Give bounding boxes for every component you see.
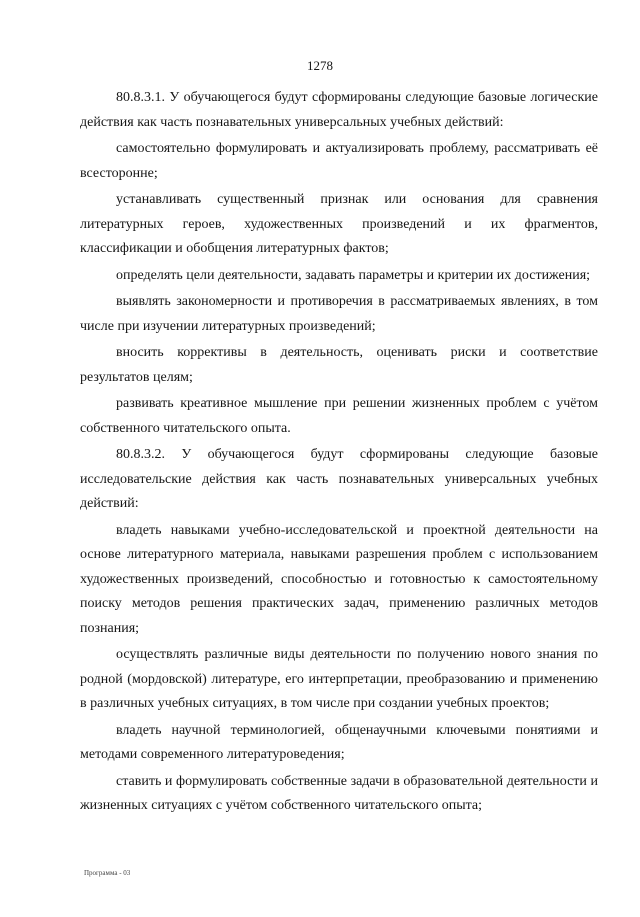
paragraph-5: выявлять закономерности и противоречия в рассматриваемых явлениях, в том числе при изучении литературных произведений; [80,294,598,334]
paragraph-1: 80.8.3.1. У обучающегося будут сформированы следующие базовые логические действия как часть познавательных универсальных учебных действий: [80,90,598,130]
paragraph-9: владеть навыками учебно-исследовательской и проектной деятельности на основе литературного материала, навыками разрешения проблем с использованием художественных произведений, способностью и готовностью к самостоятельному поиску методов решения практических задач, применению различных методов познания; [80,522,598,636]
paragraph-3: устанавливать существенный признак или основания для сравнения литературных героев, художественных произведений и их фрагментов, классификации и обобщения литературных фактов; [80,192,598,256]
paragraph-4: определять цели деятельности, задавать параметры и критерии их достижения; [116,267,591,283]
document-body [80,86,598,821]
paragraph-12: ставить и формулировать собственные задачи в образовательной деятельности и жизненных ситуациях с учётом собственного читательского опыта; [80,773,598,813]
paragraph-6: вносить коррективы в деятельность, оценивать риски и соответствие результатов целям; [80,345,598,385]
paragraph-7: развивать креативное мышление при решении жизненных проблем с учётом собственного читательского опыта. [80,396,598,436]
page-number: 1278 [307,58,333,73]
paragraph-8: 80.8.3.2. У обучающегося будут сформированы следующие базовые исследовательские действия как часть познавательных универсальных учебных действий: [80,447,598,511]
paragraph-11: владеть научной терминологией, общенаучными ключевыми понятиями и методами современного литературоведения; [80,722,598,762]
footer-label: Программа - 03 [84,869,131,877]
paragraph-10: осуществлять различные виды деятельности по получению нового знания по родной (мордовской) литературе, его интерпретации, преобразованию и применению в различных учебных ситуациях, в том числе при создании учебных проектов; [80,647,598,711]
paragraph-2: самостоятельно формулировать и актуализировать проблему, рассматривать её всесторонне; [80,141,598,181]
